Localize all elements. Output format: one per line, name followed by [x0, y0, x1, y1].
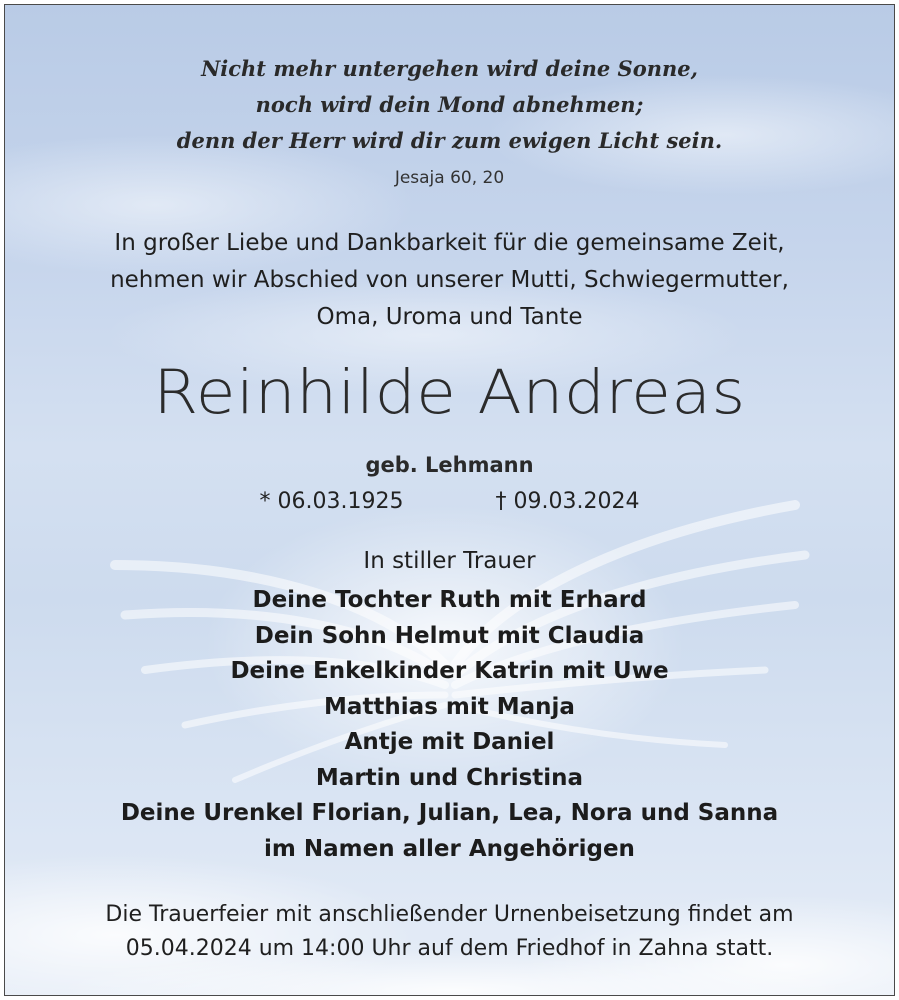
obituary-notice	[4, 4, 895, 996]
quote-source: Jesaja 60, 20	[394, 168, 505, 188]
mourner-line: Deine Enkelkinder Katrin mit Uwe	[230, 658, 669, 684]
birth-date: * 06.03.1925	[259, 489, 404, 514]
quote-line: noch wird dein Mond abnehmen;	[255, 92, 644, 117]
service-line: Die Trauerfeier mit anschließender Urnenbeisetzung findet am	[105, 902, 794, 927]
bible-quote	[5, 51, 894, 159]
mourner-line: im Namen aller Angehörigen	[264, 835, 635, 862]
mourner-line: Martin und Christina	[315, 764, 584, 791]
service-line: 05.04.2024 um 14:00 Uhr auf dem Friedhof in Zahna statt.	[125, 936, 774, 961]
life-dates	[5, 489, 894, 514]
intro-line: nehmen wir Abschied von unserer Mutti, Schwiegermutter,	[110, 267, 789, 293]
mourner-line: Deine Tochter Ruth mit Erhard	[252, 587, 647, 613]
mourner-line: Dein Sohn Helmut mit Claudia	[254, 622, 645, 649]
intro-line: Oma, Uroma und Tante	[316, 304, 583, 330]
maiden-name: geb. Lehmann	[365, 453, 534, 477]
intro-text	[5, 225, 894, 336]
funeral-service-info	[5, 898, 894, 966]
intro-line: In großer Liebe und Dankbarkeit für die gemeinsame Zeit,	[114, 230, 785, 256]
death-date: † 09.03.2024	[495, 489, 640, 514]
quote-line: denn der Herr wird dir zum ewigen Licht sein.	[176, 128, 723, 153]
deceased-name: Reinhilde Andreas	[153, 357, 746, 428]
quote-line: Nicht mehr untergehen wird deine Sonne,	[201, 56, 698, 81]
mourners-list	[5, 583, 894, 867]
mourning-heading: In stiller Trauer	[363, 548, 536, 574]
mourner-line: Antje mit Daniel	[344, 729, 555, 755]
mourner-line: Deine Urenkel Florian, Julian, Lea, Nora und Sanna	[120, 800, 779, 826]
mourner-line: Matthias mit Manja	[324, 693, 575, 720]
